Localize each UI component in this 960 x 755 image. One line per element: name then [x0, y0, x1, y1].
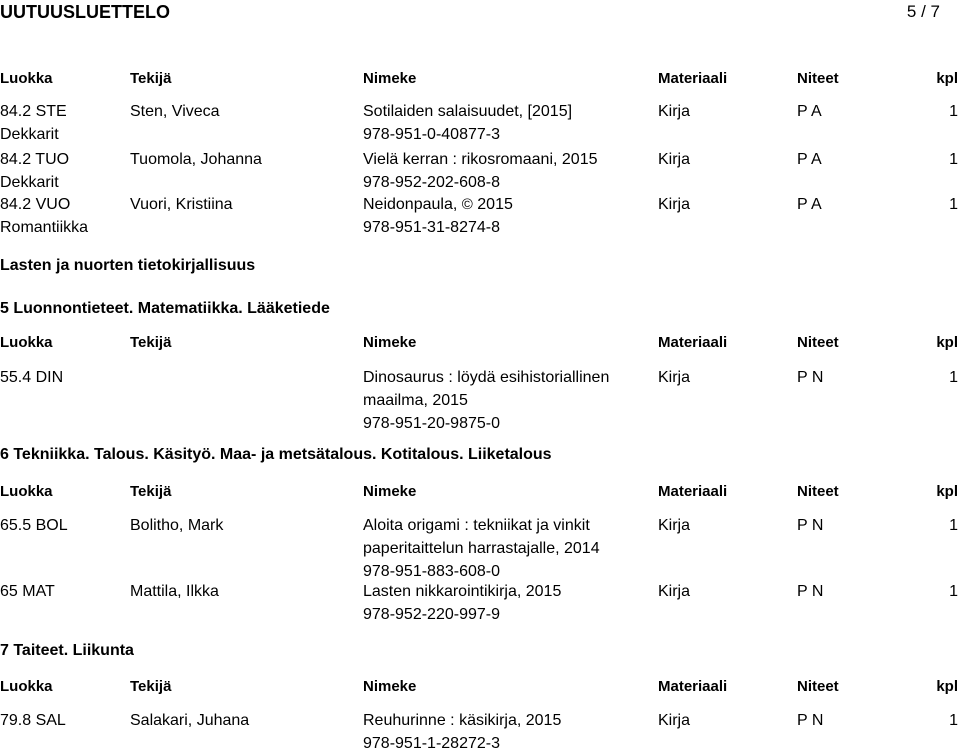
row-niteet: P A	[797, 196, 822, 213]
row-tekija: Bolitho, Mark	[130, 517, 224, 534]
nimeke-year: 2015	[477, 196, 513, 213]
row-nimeke: Dinosaurus : löydä esihistoriallinen	[363, 369, 610, 386]
col-kpl: kpl	[936, 678, 958, 695]
copyright-icon: ©	[461, 196, 473, 213]
row-luokka: 65.5 BOL	[0, 517, 68, 534]
row-nimeke: Reuhurinne : käsikirja, 2015	[363, 712, 562, 729]
col-materiaali: Materiaali	[658, 678, 728, 695]
row-nimeke: Vielä kerran : rikosromaani, 2015	[363, 151, 598, 168]
row-luokka: 55.4 DIN	[0, 369, 64, 386]
col-materiaali: Materiaali	[658, 334, 728, 351]
row-isbn: 978-951-31-8274-8	[363, 219, 500, 236]
col-materiaali: Materiaali	[658, 70, 728, 87]
col-tekija: Tekijä	[130, 334, 172, 351]
col-tekija: Tekijä	[130, 483, 172, 500]
row-isbn: 978-951-20-9875-0	[363, 415, 500, 432]
row-tekija: Sten, Viveca	[130, 103, 220, 120]
column-header-row	[0, 676, 960, 698]
row-genre: Dekkarit	[0, 174, 59, 191]
row-nimeke-cont: maailma, 2015	[363, 392, 468, 409]
row-luokka: 65 MAT	[0, 583, 55, 600]
row-luokka: 84.2 TUO	[0, 151, 70, 168]
row-tekija: Mattila, Ilkka	[130, 583, 219, 600]
row-luokka: 84.2 VUO	[0, 196, 71, 213]
row-materiaali: Kirja	[658, 583, 691, 600]
row-niteet: P N	[797, 583, 824, 600]
row-nimeke	[363, 193, 513, 216]
row-kpl: 1	[949, 151, 958, 168]
row-materiaali: Kirja	[658, 712, 691, 729]
column-header-row	[0, 332, 960, 354]
row-tekija: Vuori, Kristiina	[130, 196, 233, 213]
row-genre: Dekkarit	[0, 126, 59, 143]
col-niteet: Niteet	[797, 678, 839, 695]
row-isbn: 978-951-883-608-0	[363, 563, 500, 580]
section-heading: 7 Taiteet. Liikunta	[0, 642, 134, 659]
page-title: UUTUUSLUETTELO	[0, 2, 170, 22]
col-materiaali: Materiaali	[658, 483, 728, 500]
row-materiaali: Kirja	[658, 151, 691, 168]
row-nimeke: Lasten nikkarointikirja, 2015	[363, 583, 562, 600]
row-isbn: 978-952-202-608-8	[363, 174, 500, 191]
section-heading: 6 Tekniikka. Talous. Käsityö. Maa- ja metsätalous. Kotitalous. Liiketalous	[0, 446, 552, 463]
row-niteet: P A	[797, 151, 822, 168]
row-kpl: 1	[949, 103, 958, 120]
row-tekija: Salakari, Juhana	[130, 712, 250, 729]
col-luokka: Luokka	[0, 483, 53, 500]
row-isbn: 978-951-0-40877-3	[363, 126, 500, 143]
col-nimeke: Nimeke	[363, 483, 417, 500]
col-nimeke: Nimeke	[363, 334, 417, 351]
col-kpl: kpl	[936, 334, 958, 351]
row-materiaali: Kirja	[658, 103, 691, 120]
col-kpl: kpl	[936, 483, 958, 500]
column-header-row	[0, 68, 960, 90]
row-kpl: 1	[949, 712, 958, 729]
nimeke-part: Neidonpaula,	[363, 196, 458, 213]
col-luokka: Luokka	[0, 678, 53, 695]
col-niteet: Niteet	[797, 483, 839, 500]
row-niteet: P N	[797, 369, 824, 386]
row-nimeke-cont: paperitaittelun harrastajalle, 2014	[363, 540, 600, 557]
row-nimeke: Aloita origami : tekniikat ja vinkit	[363, 517, 590, 534]
row-materiaali: Kirja	[658, 196, 691, 213]
col-niteet: Niteet	[797, 334, 839, 351]
row-genre: Romantiikka	[0, 219, 89, 236]
row-kpl: 1	[949, 517, 958, 534]
row-niteet: P A	[797, 103, 822, 120]
row-luokka: 84.2 STE	[0, 103, 67, 120]
row-niteet: P N	[797, 517, 824, 534]
column-header-row	[0, 481, 960, 503]
row-nimeke: Sotilaiden salaisuudet, [2015]	[363, 103, 573, 120]
col-nimeke: Nimeke	[363, 678, 417, 695]
page-number: 5 / 7	[906, 2, 940, 21]
row-kpl: 1	[949, 583, 958, 600]
section-heading: 5 Luonnontieteet. Matematiikka. Lääketiede	[0, 300, 330, 317]
section-heading: Lasten ja nuorten tietokirjallisuus	[0, 257, 256, 274]
row-niteet: P N	[797, 712, 824, 729]
row-kpl: 1	[949, 369, 958, 386]
row-luokka: 79.8 SAL	[0, 712, 66, 729]
row-kpl: 1	[949, 196, 958, 213]
col-kpl: kpl	[936, 70, 958, 87]
col-luokka: Luokka	[0, 70, 53, 87]
col-tekija: Tekijä	[130, 678, 172, 695]
col-niteet: Niteet	[797, 70, 839, 87]
col-luokka: Luokka	[0, 334, 53, 351]
row-isbn: 978-952-220-997-9	[363, 606, 500, 623]
row-materiaali: Kirja	[658, 517, 691, 534]
col-tekija: Tekijä	[130, 70, 172, 87]
row-materiaali: Kirja	[658, 369, 691, 386]
row-tekija: Tuomola, Johanna	[130, 151, 262, 168]
col-nimeke: Nimeke	[363, 70, 417, 87]
row-isbn: 978-951-1-28272-3	[363, 735, 500, 752]
